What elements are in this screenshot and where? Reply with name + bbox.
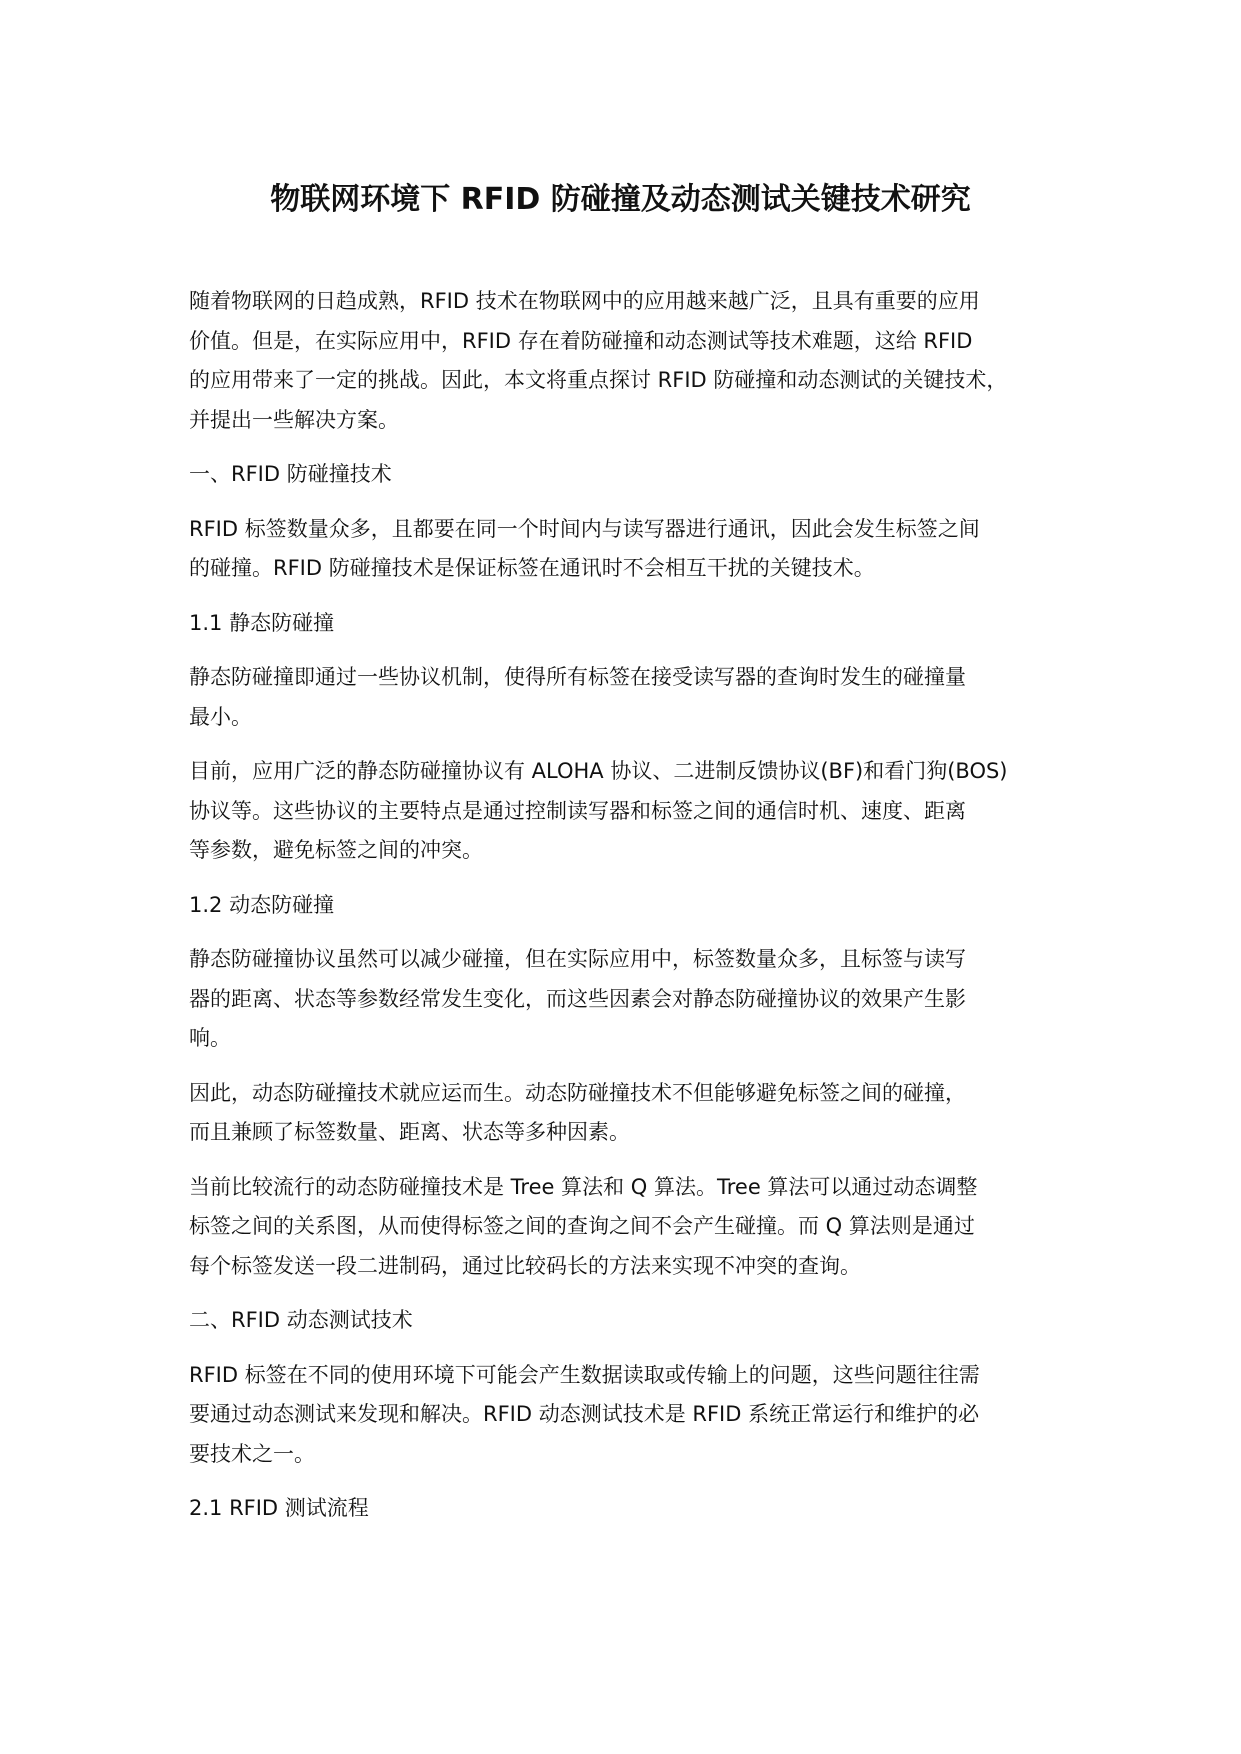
text-line: 随着物联网的日趋成熟，RFID 技术在物联网中的应用越来越广泛，且具有重要的应用 — [189, 289, 980, 313]
section-heading — [189, 1301, 1089, 1341]
text-line: 当前比较流行的动态防碰撞技术是 Tree 算法和 Q 算法。Tree 算法可以通过动态调整 — [189, 1174, 978, 1199]
body-paragraph — [189, 658, 1089, 737]
text-line: 要通过动态测试来发现和解决。RFID 动态测试技术是 RFID 系统正常运行和维护的必 — [189, 1402, 980, 1426]
section-heading — [189, 886, 1089, 926]
section-heading — [189, 1489, 1089, 1529]
text-line: 1.1 静态防碰撞 — [189, 610, 335, 635]
text-line: 响。 — [189, 1026, 231, 1050]
text-line: 价值。但是，在实际应用中，RFID 存在着防碰撞和动态测试等技术难题，这给 RFID — [189, 328, 973, 353]
text-line: 标签之间的关系图，从而使得标签之间的查询之间不会产生碰撞。而 Q 算法则是通过 — [189, 1214, 975, 1238]
text-line: 而且兼顾了标签数量、距离、状态等多种因素。 — [189, 1120, 630, 1144]
document-body — [189, 282, 1089, 1544]
body-paragraph — [189, 282, 1089, 440]
text-line: 一、RFID 防碰撞技术 — [189, 462, 392, 486]
text-line: 静态防碰撞即通过一些协议机制，使得所有标签在接受读写器的查询时发生的碰撞量 — [189, 665, 966, 689]
text-line: 2.1 RFID 测试流程 — [189, 1496, 369, 1520]
body-paragraph — [189, 510, 1089, 589]
text-line: 1.2 动态防碰撞 — [189, 892, 335, 917]
body-paragraph — [189, 752, 1089, 871]
text-line: RFID 标签数量众多，且都要在同一个时间内与读写器进行通讯，因此会发生标签之间 — [189, 516, 980, 541]
text-line: 静态防碰撞协议虽然可以减少碰撞，但在实际应用中，标签数量众多，且标签与读写 — [189, 947, 966, 971]
text-line: 的碰撞。RFID 防碰撞技术是保证标签在通讯时不会相互干扰的关键技术。 — [189, 556, 875, 580]
body-paragraph — [189, 940, 1089, 1059]
text-line: 器的距离、状态等参数经常发生变化，而这些因素会对静态防碰撞协议的效果产生影 — [189, 986, 966, 1011]
page-title: 物联网环境下 RFID 防碰撞及动态测试关键技术研究 — [270, 182, 971, 217]
text-line: 最小。 — [189, 704, 252, 729]
section-heading — [189, 455, 1089, 495]
text-line: 要技术之一。 — [189, 1441, 315, 1466]
text-line: RFID 标签在不同的使用环境下可能会产生数据读取或传输上的问题，这些问题往往需 — [189, 1362, 980, 1387]
text-line: 每个标签发送一段二进制码，通过比较码长的方法来实现不冲突的查询。 — [189, 1253, 861, 1278]
text-line: 因此，动态防碰撞技术就应运而生。动态防碰撞技术不但能够避免标签之间的碰撞， — [189, 1080, 966, 1105]
body-paragraph — [189, 1074, 1089, 1153]
section-heading — [189, 604, 1089, 644]
text-line: 并提出一些解决方案。 — [189, 407, 399, 432]
body-paragraph — [189, 1168, 1089, 1287]
body-paragraph — [189, 1356, 1089, 1475]
text-line: 等参数，避免标签之间的冲突。 — [189, 838, 483, 862]
text-line: 目前，应用广泛的静态防碰撞协议有 ALOHA 协议、二进制反馈协议(BF)和看门狗(BOS) — [189, 759, 1008, 783]
text-line: 的应用带来了一定的挑战。因此，本文将重点探讨 RFID 防碰撞和动态测试的关键技术， — [189, 368, 1008, 392]
text-line: 二、RFID 动态测试技术 — [189, 1308, 413, 1332]
text-line: 协议等。这些协议的主要特点是通过控制读写器和标签之间的通信时机、速度、距离 — [189, 798, 966, 823]
